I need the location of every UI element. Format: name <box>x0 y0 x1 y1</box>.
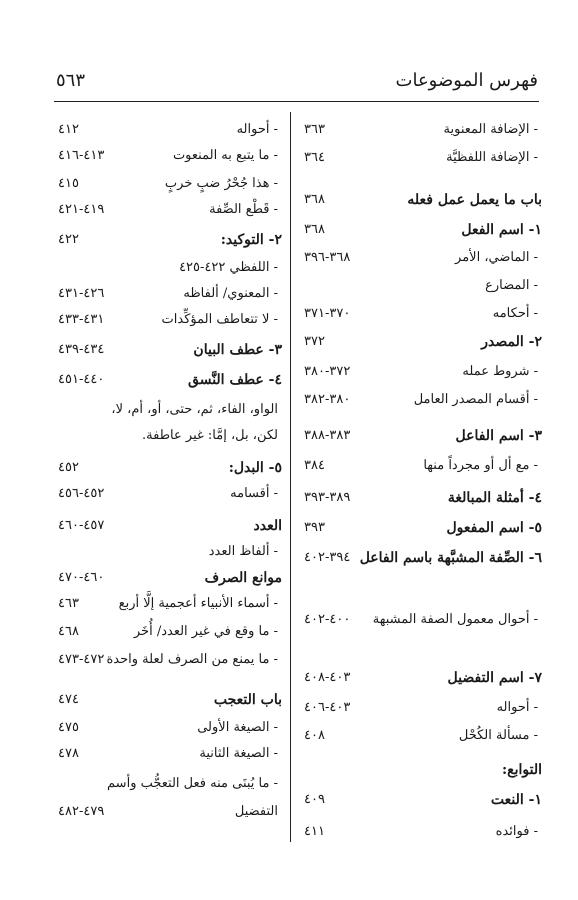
entry-page-range: ٤٧٥ <box>58 720 79 735</box>
entry-title: - شروط عمله <box>462 364 538 379</box>
entry-page-range: ٣٦٨-٣٩٦ <box>304 250 351 265</box>
entry-page-range: ٤٠٨ <box>304 728 325 743</box>
entry-page-range: ٣٦٤ <box>304 150 325 165</box>
index-entry <box>300 822 542 846</box>
entry-page-range: ٤٧٤ <box>58 692 79 707</box>
entry-title: العدد <box>253 518 282 534</box>
entry-page-range: ٤٧٩-٤٨٢ <box>58 804 105 819</box>
entry-title: - قَطْع الصِّفة <box>209 202 278 217</box>
index-entry <box>54 594 282 618</box>
entry-page-range: ٤٥٢-٤٥٦ <box>58 486 105 501</box>
entry-page-range: ٤٤٠-٤٥١ <box>58 372 105 387</box>
entry-title: ٤- أمثلة المبالغة <box>447 490 542 506</box>
entry-page-range: ٤٢٦-٤٣١ <box>58 286 105 301</box>
entry-title: - فوائده <box>495 824 538 839</box>
index-entry <box>300 190 542 214</box>
entry-page-range: ٤٧٢-٤٧٣ <box>58 652 105 667</box>
entry-title: - المضارع <box>485 278 538 293</box>
index-entry <box>300 548 542 572</box>
index-entry <box>300 488 542 512</box>
entry-title: ٢- التوكيد: <box>220 232 282 248</box>
entry-title: - أقسام المصدر العامل <box>413 392 538 407</box>
index-entry <box>300 698 542 722</box>
index-entry <box>54 516 282 540</box>
index-entry <box>54 568 282 592</box>
entry-title: ٥- اسم المفعول <box>446 520 542 536</box>
header-rule <box>54 101 539 102</box>
entry-page-range: ٤٠٠-٤٠٢ <box>304 612 351 627</box>
entry-page-range: ٤٦٣ <box>58 596 79 611</box>
entry-title: موانع الصرف <box>204 570 282 586</box>
entry-title: - ما يمنع من الصرف لعلة واحدة <box>106 652 278 667</box>
index-entry <box>300 148 542 172</box>
index-entry <box>300 518 542 542</box>
entry-page-range: ٤٦٠-٤٧٠ <box>58 570 105 585</box>
index-entry <box>54 802 282 826</box>
index-entry <box>300 362 542 386</box>
index-entry <box>300 426 542 450</box>
entry-title: - هذا جُحْرُ ضبٍ خربٍ <box>164 176 278 191</box>
entry-title: - أسماء الأنبياء أعجمية إلَّا أربع <box>118 596 278 611</box>
entry-page-range: ٣٨٠-٣٨٢ <box>304 392 351 407</box>
index-entry <box>54 622 282 646</box>
entry-title: ٣- اسم الفاعل <box>455 428 542 444</box>
entry-title: - أقسامه <box>230 486 278 501</box>
index-entry <box>54 650 282 674</box>
entry-page-range: ٤٦٨ <box>58 624 79 639</box>
entry-title: لكن، بل، إمَّا: غير عاطفة. <box>142 428 278 443</box>
entry-page-range: ٤٧٨ <box>58 746 79 761</box>
entry-page-range: ٤٥٧-٤٦٠ <box>58 518 105 533</box>
entry-title: - المعنوي/ ألفاظه <box>183 286 278 301</box>
index-entry <box>300 456 542 480</box>
entry-page-range: ٣٧٢ <box>304 334 325 349</box>
index-entry <box>54 718 282 742</box>
entry-page-range: ٤٢٢ <box>58 232 79 247</box>
entry-title: باب التعجب <box>213 692 282 708</box>
index-entry <box>300 726 542 750</box>
index-entry <box>300 276 542 300</box>
index-entry <box>54 400 282 424</box>
index-entry <box>300 610 542 634</box>
entry-page-range: ٤١١ <box>304 824 325 839</box>
entry-title: ٣- عطف البيان <box>193 342 282 358</box>
entry-page-range: ٤٥٢ <box>58 460 79 475</box>
index-entry <box>54 744 282 768</box>
entry-title: - الإضافة اللفظيَّة <box>446 150 538 165</box>
entry-page-range: ٤١٥ <box>58 176 79 191</box>
entry-title: ١- النعت <box>490 792 542 808</box>
entry-title: - ما يتبع به المنعوت <box>172 148 278 163</box>
entry-title: - الإضافة المعنوية <box>443 122 538 137</box>
entry-title: - أحوال معمول الصفة المشبهة <box>372 612 538 627</box>
entry-page-range: ٣٦٨ <box>304 192 325 207</box>
entry-title: التوابع: <box>501 762 542 778</box>
entry-page-range: ٣٩٤-٤٠٢ <box>304 550 351 565</box>
entry-page-range: ٤٠٣-٤٠٦ <box>304 700 351 715</box>
index-entry <box>54 258 282 282</box>
entry-page-range: ٣٦٨ <box>304 222 325 237</box>
page-number: ٥٦٣ <box>56 70 86 91</box>
index-entry <box>54 120 282 144</box>
entry-title: ٤- عطف النَّسق <box>188 372 282 388</box>
index-entry <box>54 774 282 798</box>
entry-page-range: ٤١٣-٤١٦ <box>58 148 105 163</box>
entry-title: الواو، الفاء، ثم، حتى، أو، أم، لا، <box>111 402 278 417</box>
entry-title: ٥- البدل: <box>228 460 282 476</box>
index-entry <box>300 120 542 144</box>
entry-title: - أحواله <box>496 700 538 715</box>
header-title: فهرس الموضوعات <box>395 70 538 91</box>
entry-page-range: ٣٧٢-٣٨٠ <box>304 364 351 379</box>
index-entry <box>300 668 542 692</box>
entry-title: ٦- الصِّفة المشبَّهة باسم الفاعل <box>359 550 542 566</box>
entry-page-range: ٣٩٣ <box>304 520 325 535</box>
entry-title: - الماضي، الأمر <box>455 250 538 265</box>
index-entry <box>54 200 282 224</box>
entry-title: ٧- اسم التفضيل <box>447 670 542 686</box>
entry-page-range: ٤٠٩ <box>304 792 325 807</box>
index-entry <box>54 174 282 198</box>
index-entry <box>54 230 282 254</box>
index-entry <box>54 426 282 450</box>
index-entry <box>300 390 542 414</box>
entry-page-range: ٤١٢ <box>58 122 79 137</box>
index-entry <box>54 484 282 508</box>
entry-title: - مع أل أو مجرداً منها <box>423 458 538 473</box>
entry-title: - أحكامه <box>492 306 538 321</box>
entry-page-range: ٤٠٣-٤٠٨ <box>304 670 351 685</box>
entry-page-range: ٣٨٣-٣٨٨ <box>304 428 351 443</box>
index-entry <box>54 284 282 308</box>
index-entry <box>300 304 542 328</box>
index-entry <box>300 790 542 814</box>
entry-title: - ما وقع في غير العدد/ أُخَر <box>133 624 278 639</box>
index-entry <box>54 146 282 170</box>
entry-page-range: ٣٧٠-٣٧١ <box>304 306 351 321</box>
entry-title: - الصيغة الثانية <box>199 746 278 761</box>
index-entry <box>300 332 542 356</box>
index-entry <box>54 542 282 566</box>
index-entry <box>54 370 282 394</box>
entry-title: ٢- المصدر <box>481 334 542 350</box>
entry-title: - مسألة الكُحْل <box>458 728 538 743</box>
entry-page-range: ٤٣١-٤٣٣ <box>58 312 105 327</box>
entry-title: التفضيل <box>234 804 278 819</box>
entry-page-range: ٣٨٩-٣٩٣ <box>304 490 351 505</box>
page-header <box>0 64 578 100</box>
index-entry <box>54 310 282 334</box>
entry-page-range: ٣٨٤ <box>304 458 325 473</box>
entry-title: - الصيغة الأولى <box>197 720 278 735</box>
entry-title: ١- اسم الفعل <box>461 222 542 238</box>
index-entry <box>54 690 282 714</box>
entry-title: - ما يُبنَى منه فعل التعجُّب وأسم <box>107 776 278 791</box>
column-divider <box>290 112 291 842</box>
index-entry <box>300 220 542 244</box>
index-entry <box>54 458 282 482</box>
entry-page-range: ٤٣٤-٤٣٩ <box>58 342 105 357</box>
entry-page-range: ٤١٩-٤٢١ <box>58 202 105 217</box>
entry-title: - ألفاظ العدد <box>208 544 278 559</box>
index-entry <box>300 760 542 784</box>
entry-title: - اللفظي ٤٢٢-٤٢٥ <box>179 260 278 275</box>
index-entry <box>54 340 282 364</box>
index-entry <box>300 248 542 272</box>
entry-page-range: ٣٦٣ <box>304 122 325 137</box>
entry-title: - أحواله <box>236 122 278 137</box>
entry-title: باب ما يعمل عمل فعله <box>407 192 542 208</box>
entry-title: - لا تتعاطف المؤكِّدات <box>161 312 278 327</box>
